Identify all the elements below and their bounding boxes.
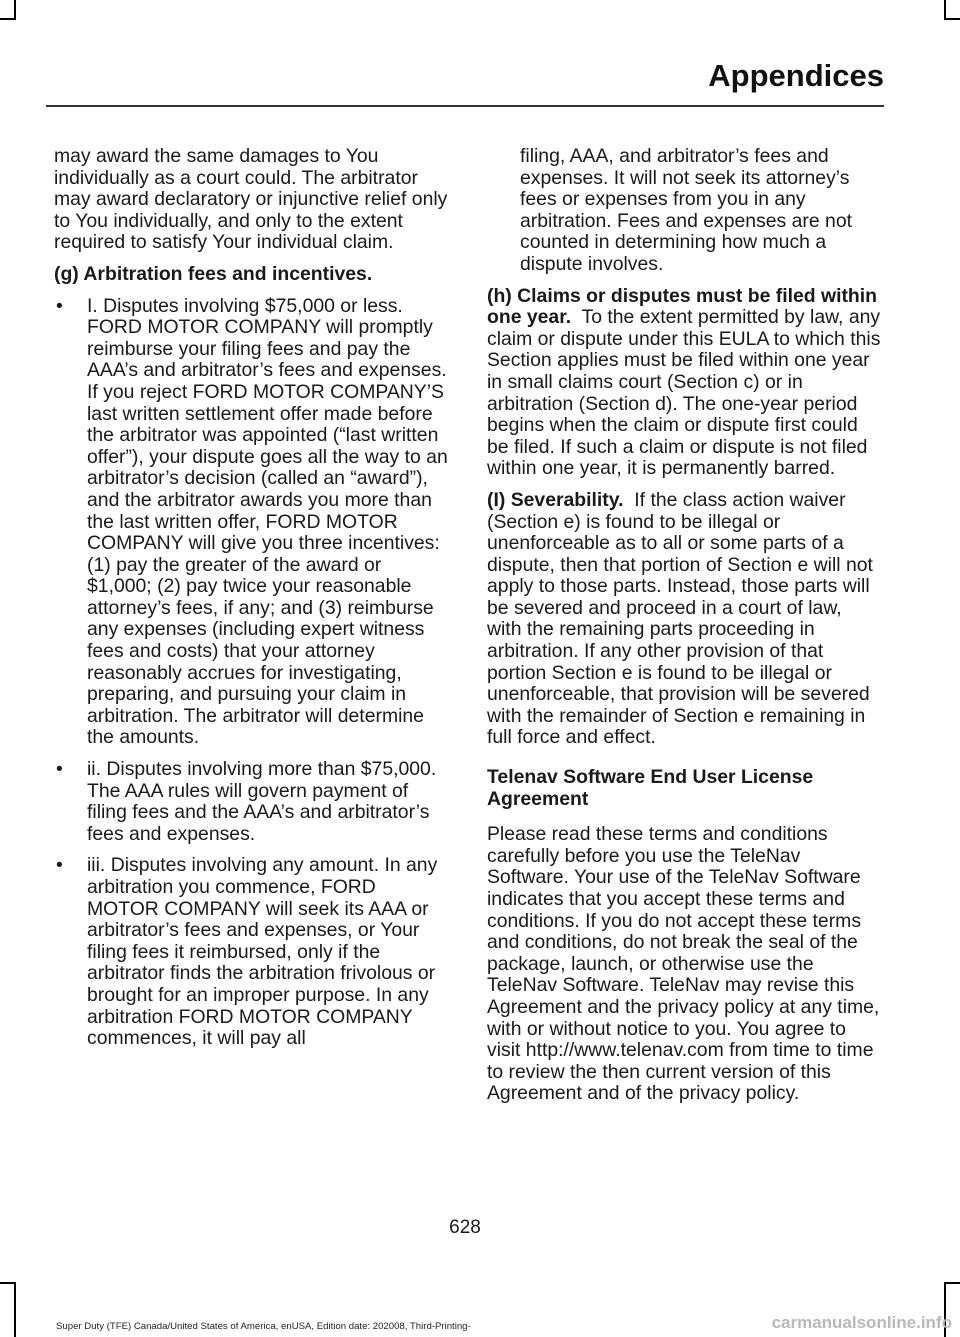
intro-paragraph: may award the same damages to You individually as a court could. The arbitrator may award declaratory or injunctive relief only to You individually, and only to the extent required to satisfy Your individual claim.: [54, 145, 448, 254]
bullet-icon: •: [56, 854, 63, 877]
section-i-heading: (I) Severability.: [487, 488, 624, 511]
section-h-heading: (h) Claims or disputes must be filed within one year.: [487, 284, 877, 329]
crop-mark-top-left-h: [0, 18, 16, 20]
header-divider: [46, 105, 884, 107]
page-number: 628: [449, 1217, 481, 1238]
list-item-continuation: filing, AAA, and arbitrator’s fees and expenses. It will not seek its attorney’s fees or expenses from you in any arbitration. Fees and expenses are not counted in determining how much a dispute involves.: [520, 145, 852, 275]
section-h-paragraph: [487, 286, 881, 480]
page-title: Appendices: [708, 58, 884, 93]
watermark: carmanualsonline.info: [771, 1313, 952, 1332]
crop-mark-bottom-left-h: [0, 1282, 16, 1284]
list-item: • I. Disputes involving $75,000 or less. FORD MOTOR COMPANY will promptly reimburse your filing fees and pay the AAA’s and arbitrator’s fees and expenses. If you reject FORD MOTOR COMPANY’S last written settlement offer made before the arbitrator was appointed (“last written offer”), your dispute goes all the way to an arbitrator’s decision (called an “award”), and the arbitrator awards you more than the last written offer, FORD MOTOR COMPANY will give you three incentives: (1) pay the greater of the award or $1,000; (2) pay twice your reasonable attorney’s fees, if any; and (3) reimburse any expenses (including expert witness fees and costs) that your attorney reasonably accrues for investigating, preparing, and pursuing your claim in arbitration. The arbitrator will determine the amounts.: [56, 294, 448, 749]
crop-mark-top-right-h: [944, 18, 960, 20]
crop-mark-bottom-right-h: [944, 1282, 960, 1284]
telenav-heading: Telenav Software End User License Agreement: [487, 766, 814, 810]
section-i-paragraph: [487, 490, 881, 749]
section-h-text: To the extent permitted by law, any claim or dispute under this EULA to which this Section applies must be filed within one year in small claims court (Section c) or in arbitration (Section d). The one-year period begins when the claim or dispute first could be filed. If such a claim or dispute is not filed within one year, it is permanently barred.: [487, 306, 881, 480]
section-g-heading: (g) Arbitration fees and incentives.: [54, 262, 373, 285]
bullet-icon: •: [56, 294, 63, 317]
footer-text: Super Duty (TFE) Canada/United States of America, enUSA, Edition date: 202008, Third-Printing-: [56, 1321, 471, 1332]
bullet-icon: •: [56, 758, 63, 781]
fees-list: [54, 296, 448, 1050]
crop-mark-bottom-left-v: [14, 1282, 16, 1337]
left-column: [54, 146, 448, 1060]
crop-mark-top-right-v: [944, 0, 946, 20]
section-i-text: If the class action waiver (Section e) is found to be illegal or unenforceable as to all or some parts of a dispute, then that portion of Section e will not apply to those parts. Instead, those parts will be severed and proceed in a court of law, with the remaining parts proceeding in arbitration. If any other provision of that portion Section e is found to be illegal or unenforceable, that provision will be severed with the remainder of Section e remaining in full force and effect.: [487, 488, 873, 749]
crop-mark-top-left-v: [14, 0, 16, 20]
right-column: [487, 146, 881, 1115]
list-item: • ii. Disputes involving more than $75,000. The AAA rules will govern payment of filing fees and the AAA’s and arbitrator’s fees and expenses.: [56, 758, 437, 845]
list-item: • iii. Disputes involving any amount. In any arbitration you commence, FORD MOTOR COMPANY will seek its AAA or arbitrator’s fees and expenses, or Your filing fees it reimbursed, only if the arbitrator finds the arbitration frivolous or brought for an improper purpose. In any arbitration FORD MOTOR COMPANY commences, it will pay all: [56, 854, 438, 1050]
telenav-paragraph: Please read these terms and conditions carefully before you use the TeleNav Software. Your use of the TeleNav Software indicates that you accept these terms and conditions. If you do not accept these terms and conditions, do not break the seal of the package, launch, or otherwise use the TeleNav Software. TeleNav may revise this Agreement and the privacy policy at any time, with or without notice to you. You agree to visit http://www.telenav.com from time to time to review the then current version of this Agreement and of the privacy policy.: [487, 823, 880, 1105]
